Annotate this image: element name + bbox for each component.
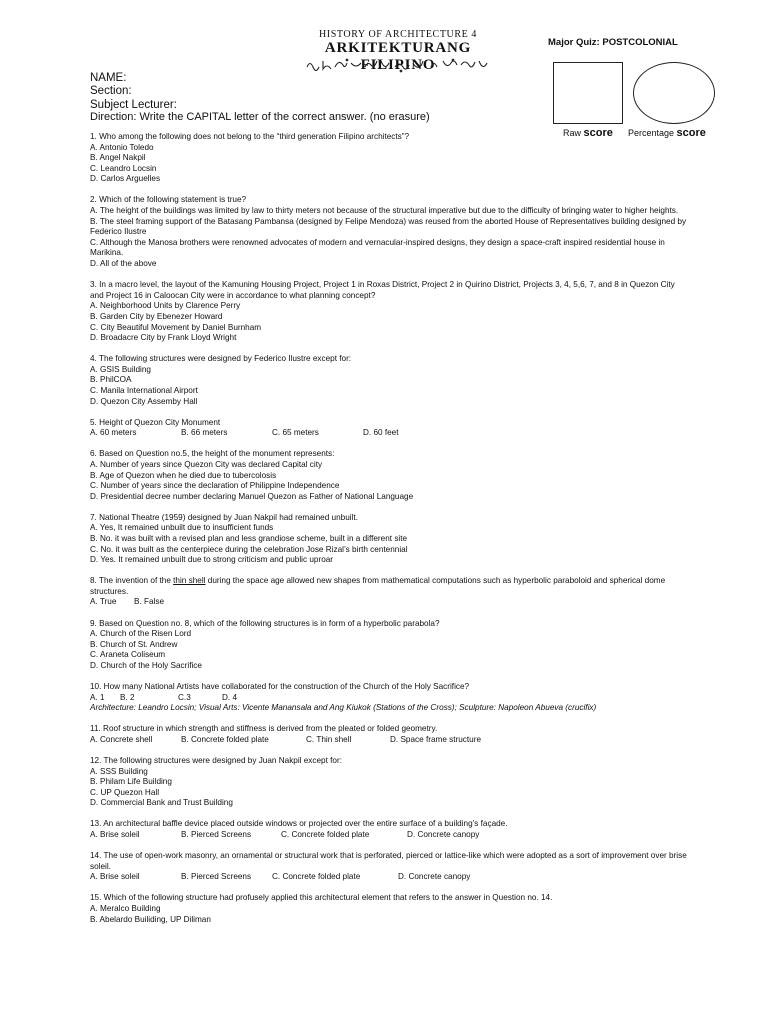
question-7 <box>90 513 688 566</box>
choice-row <box>90 735 688 746</box>
choice-b: B. Pierced Screens <box>181 872 252 882</box>
raw-score-word: score <box>583 127 613 139</box>
pct-prefix: Percentage <box>628 128 677 138</box>
choice-b: B. Age of Quezon when he died due to tubercolosis <box>90 470 277 480</box>
choice-c: C. UP Quezon Hall <box>90 787 160 797</box>
question-stem: 6. Based on Question no.5, the height of the monument represents: <box>90 449 335 459</box>
choice-row <box>90 830 688 841</box>
question-stem: 13. An architectural baffle device placed outside windows or projected over the entire surface of a building’s façade. <box>90 819 508 829</box>
question-stem: 12. The following structures were designed by Juan Nakpil except for: <box>90 756 342 765</box>
raw-prefix: Raw <box>563 128 584 138</box>
choice-d: D. Concrete canopy <box>398 872 471 882</box>
question-stem: 3. In a macro level, the layout of the Kamuning Housing Project, Project 1 in Roxas District, Project 2 in Quirino District, Projects 3, 4, 5,6, 7, and 8 in Quezon City and Project 16 in Caloocan City were in accordance to what planning concept? <box>90 280 675 300</box>
choice-c: C. Araneta Coliseum <box>90 650 166 660</box>
choice-c: C. City Beautiful Movement by Daniel Burnham <box>90 322 262 332</box>
choice-c: C. 65 meters <box>272 428 319 438</box>
question-4 <box>90 354 688 407</box>
choice-b: B. 66 meters <box>181 428 228 438</box>
quiz-label: Major Quiz: POSTCOLONIAL <box>548 37 678 48</box>
question-8 <box>90 576 688 608</box>
question-stem: 2. Which of the following statement is true? <box>90 195 247 205</box>
choice-a: A. Brise soleil <box>90 830 140 840</box>
choice-b: B. Pierced Screens <box>181 830 252 840</box>
choice-c: C. Manila International Airport <box>90 385 198 395</box>
course-title: HISTORY OF ARCHITECTURE 4 <box>318 29 478 40</box>
choice-d: D. Broadacre City by Frank Lloyd Wright <box>90 333 237 343</box>
choice-c: C. Concrete folded plate <box>272 872 361 882</box>
document-title: ARKITEKTURANG FILIPINO <box>324 40 472 73</box>
choice-a: A. Yes, It remained unbuilt due to insufficient funds <box>90 523 274 533</box>
choice-b: B. Abelardo Builiding, UP Diliman <box>90 914 211 924</box>
choice-row <box>90 872 688 883</box>
choice-c: C. Thin shell <box>306 734 352 744</box>
choice-c: C. Concrete folded plate <box>281 830 370 840</box>
question-9 <box>90 619 688 672</box>
choice-d: D. 60 feet <box>363 428 399 438</box>
student-info <box>90 72 177 112</box>
question-12 <box>90 756 688 809</box>
question-1 <box>90 132 688 185</box>
choice-d: D. Yes. It remained unbuilt due to strong criticism and public uproar <box>90 555 334 565</box>
choice-a: A. 60 meters <box>90 428 137 438</box>
choice-d: D. 4 <box>222 692 238 702</box>
question-stem: 1. Who among the following does not belong to the “third generation Filipino architects”? <box>90 132 410 141</box>
choice-a: A. Number of years since Quezon City was declared Capital city <box>90 459 323 469</box>
question-stem: 10. How many National Artists have collaborated for the construction of the Church of the Holy Sacrifice? <box>90 682 470 692</box>
question-stem: 14. The use of open-work masonry, an ornamental or structural work that is perforated, pierced or lattice-like which were adopted as a sort of improvement over brise soleil. <box>90 851 687 871</box>
choice-b: B. No. it was built with a revised plan and less grandiose scheme, built in a different site <box>90 534 408 543</box>
choice-d: D. Presidential decree number declaring Manuel Quezon as Father of National Language <box>90 491 414 501</box>
question-13 <box>90 819 688 840</box>
question-6 <box>90 449 688 502</box>
choice-row <box>90 597 688 608</box>
name-field: NAME: <box>90 72 127 84</box>
choice-a: A. Church of the Risen Lord <box>90 629 192 639</box>
choice-d: D. Carlos Arguelles <box>90 174 161 184</box>
question-stem: 9. Based on Question no. 8, which of the following structures is in form of a hyperbolic parabola? <box>90 618 440 628</box>
question-5 <box>90 418 688 439</box>
question-2 <box>90 195 688 269</box>
choice-a: A. Neighborhood Units by Clarence Perry <box>90 301 241 311</box>
choice-d: D. Quezon City Assemby Hall <box>90 396 198 406</box>
question-14 <box>90 851 688 883</box>
choice-a: A. GSIS Building <box>90 364 151 374</box>
raw-score-box <box>553 62 623 124</box>
question-list <box>90 132 688 936</box>
question-stem: 5. Height of Quezon City Monument <box>90 417 221 427</box>
choice-c: C. Although the Manosa brothers were renowned advocates of modern and vernacular-inspired designs, they design a space-craft inspired residential house in Marikina. <box>90 237 665 258</box>
choice-d: D. Commercial Bank and Trust Building <box>90 798 233 808</box>
lecturer-field: Subject Lecturer: <box>90 98 177 111</box>
choice-c: C.3 <box>178 692 191 702</box>
choice-c: C. Number of years since the declaration of Philippine Independence <box>90 481 340 491</box>
choice-b: B. The steel framing support of the Batasang Pambansa (designed by Felipe Mendoza) was reused from the aborted House of Representatives building designed by Federico Ilustre <box>90 216 687 237</box>
question-stem: 4. The following structures were designed by Federico Ilustre except for: <box>90 354 352 364</box>
choice-b: B. Philam Life Building <box>90 777 172 787</box>
question-10 <box>90 682 688 714</box>
pct-score-word: score <box>676 127 706 139</box>
baybayin-script-logo <box>303 57 493 73</box>
choice-b: B. PhilCOA <box>90 375 132 385</box>
choice-a: A. The height of the buildings was limited by law to thirty meters not because of the structural imperative but due to the difficulty of bringing water to higher heights. <box>90 206 679 216</box>
question-11 <box>90 724 688 745</box>
question-stem: 15. Which of the following structure had profusely applied this architectural element that refers to the answer in Question no. 14. <box>90 893 553 903</box>
choice-a: A. Brise soleil <box>90 872 140 882</box>
choice-b: B. Concrete folded plate <box>181 734 269 744</box>
choice-a: A. SSS Building <box>90 766 148 776</box>
choice-d: D. Church of the Holy Sacrifice <box>90 660 202 670</box>
choice-c: C. Leandro Locsin <box>90 163 157 173</box>
stem-underlined-term: thin shell <box>173 576 206 586</box>
choice-d: D. All of the above <box>90 259 157 269</box>
choice-a: A. Concrete shell <box>90 734 153 744</box>
choice-d: D. Space frame structure <box>390 734 482 744</box>
answer-note: Architecture: Leandro Locsin; Visual Arts: Vicente Manansala and Ang Kiukok (Stations of the Cross); Sculpture: Napoleon Abueva (crucifix) <box>90 703 597 713</box>
section-field: Section: <box>90 85 132 98</box>
choice-a: A. Antonio Toledo <box>90 142 154 152</box>
choice-b: B. False <box>134 597 165 607</box>
percentage-score-circle <box>633 62 715 124</box>
question-stem <box>90 576 688 597</box>
question-3 <box>90 280 688 344</box>
choice-d: D. Concrete canopy <box>407 830 480 840</box>
stem-text: 8. The invention of the <box>90 576 174 586</box>
directions: Direction: Write the CAPITAL letter of the correct answer. (no erasure) <box>90 111 430 123</box>
choice-a: A. Meralco Building <box>90 904 161 914</box>
choice-row <box>90 428 688 439</box>
question-stem: 7. National Theatre (1959) designed by Juan Nakpil had remained unbuilt. <box>90 512 358 522</box>
choice-a: A. 1 <box>90 692 105 702</box>
choice-c: C. No. it was built as the centerpiece during the celebration Jose Rizal’s birth centennial <box>90 544 408 554</box>
stem-text: during the space age allowed new shapes from mathematical computations such as hyperbolic paraboloid and spherical dome structures. <box>90 576 666 596</box>
choice-b: B. Garden City by Ebenezer Howard <box>90 311 223 321</box>
choice-a: A. True <box>90 597 117 607</box>
choice-b: B. Angel Nakpil <box>90 153 146 163</box>
question-stem: 11. Roof structure in which strength and stiffness is derived from the pleated or folded geometry. <box>90 724 438 734</box>
choice-b: B. 2 <box>120 692 135 702</box>
choice-row <box>90 693 688 704</box>
question-15 <box>90 893 688 925</box>
choice-b: B. Church of St. Andrew <box>90 639 178 649</box>
